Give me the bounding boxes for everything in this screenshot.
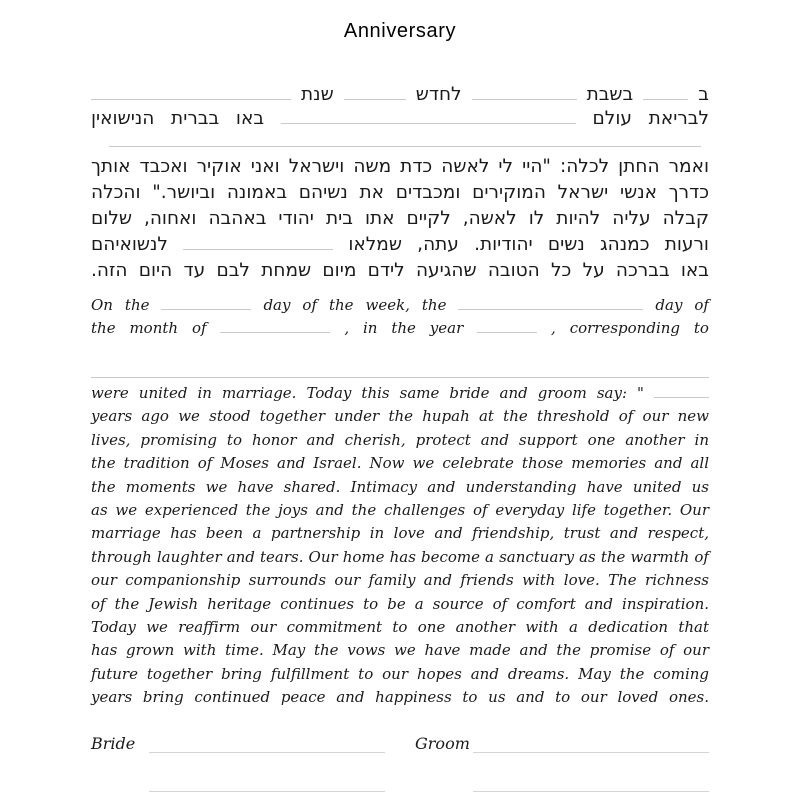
text-segment: , corresponding to <box>551 319 709 337</box>
text-line <box>91 258 709 284</box>
text-line <box>91 639 709 662</box>
blank-line-row <box>91 775 709 792</box>
fill-in-blank <box>183 234 333 250</box>
english-date-section <box>91 294 709 340</box>
text-line <box>91 593 709 616</box>
hebrew-names-blank-line <box>109 146 701 147</box>
text-line <box>91 522 709 545</box>
text-line <box>91 154 709 180</box>
fill-in-blank <box>643 84 688 100</box>
fill-in-blank <box>220 320 330 333</box>
groom-label: Groom <box>415 733 470 753</box>
text-line <box>91 294 709 317</box>
text-segment: the moments we have shared. Intimacy and understanding have united us <box>91 477 709 496</box>
groom-signature-block <box>415 734 709 753</box>
text-line <box>91 569 709 592</box>
text-segment: as we experienced the joys and the challenges of everyday life together. Our <box>91 501 709 520</box>
ketubah-page <box>91 0 709 792</box>
text-line <box>91 206 709 232</box>
bride-signature-block <box>91 734 385 753</box>
text-segment: years bring continued peace and happiness to us and to our loved ones. <box>91 688 709 707</box>
text-segment: לנשואיהם <box>91 234 168 255</box>
text-line <box>91 499 709 522</box>
text-segment: באו בברכה על כל הטובה שהגיעה לידם מיום שמחת לבם עד היום הזה. <box>91 260 709 281</box>
left-blank-block <box>91 775 385 792</box>
fill-in-blank <box>281 108 576 124</box>
text-segment: day of the week, the <box>263 296 447 314</box>
text-segment: On the <box>91 296 150 314</box>
text-segment: were united in marriage. Today this same bride and groom say: " <box>91 384 644 402</box>
text-line <box>91 232 709 258</box>
right-blank-line <box>473 775 709 792</box>
text-segment: , in the year <box>344 319 464 337</box>
fill-in-blank <box>458 297 643 310</box>
hebrew-paragraph <box>91 154 709 284</box>
text-segment: קבלה עליה להיות לו לאשה, לקיים אתו בית יהודי באהבה ואחוה, שלום <box>91 208 709 229</box>
hebrew-date-line-1 <box>91 83 709 107</box>
english-paragraph <box>91 382 709 710</box>
signature-row <box>91 734 709 753</box>
text-line <box>91 546 709 569</box>
text-segment: Today we reaffirm our commitment to one another with a dedication that <box>91 618 709 637</box>
hebrew-date-line-2 <box>91 107 709 131</box>
text-line <box>91 476 709 499</box>
fill-in-blank <box>344 84 406 100</box>
text-segment: לחדש <box>415 84 462 105</box>
text-segment: our companionship surrounds our family and friends with love. The richness <box>91 571 709 590</box>
fill-in-blank <box>161 297 251 310</box>
hebrew-date-section <box>91 83 709 131</box>
text-segment: ב <box>698 84 709 105</box>
text-segment: years ago we stood together under the hupah at the threshold of our new <box>91 407 709 426</box>
english-names-blank-line <box>91 377 709 378</box>
text-segment: לבריאת עולם <box>592 108 709 129</box>
text-line <box>91 452 709 475</box>
fill-in-blank <box>654 385 709 398</box>
text-segment: the month of <box>91 319 207 337</box>
text-line <box>91 180 709 206</box>
left-blank-line <box>149 775 385 792</box>
text-segment: through laughter and tears. Our home has become a sanctuary as the warmth of <box>91 547 709 566</box>
text-line <box>91 686 709 709</box>
text-line <box>91 429 709 452</box>
page-title: Anniversary <box>343 20 457 42</box>
text-segment: marriage has been a partnership in love and friendship, trust and respect, <box>91 524 709 543</box>
groom-signature-line <box>473 736 709 753</box>
text-segment: ואמר החתן לכלה: "היי לי לאשה כדת משה וישראל ואני אוקיר ואכבד אותך <box>91 156 709 177</box>
text-segment: lives, promising to honor and cherish, protect and support one another in <box>91 430 709 449</box>
bride-signature-line <box>149 736 385 753</box>
text-segment: ורעות כמנהג נשים יהודיות. עתה, שמלאו <box>348 234 709 255</box>
text-segment: the tradition of Moses and Israel. Now we celebrate those memories and all <box>91 454 709 473</box>
text-segment: שנת <box>301 84 334 105</box>
text-segment: באו בברית הנישואין <box>91 108 265 129</box>
bride-label: Bride <box>91 733 136 753</box>
text-segment: day of <box>655 296 709 314</box>
text-line <box>91 663 709 686</box>
text-segment: כדרך אנשי ישראל המוקירים ומכבדים את נשיהם באמונה וביושר." והכלה <box>91 182 709 203</box>
text-line <box>91 405 709 428</box>
fill-in-blank <box>91 84 291 100</box>
text-segment: בשבת <box>586 84 634 105</box>
fill-in-blank <box>472 84 577 100</box>
text-segment: future together bring fulfillment to our hopes and dreams. May the coming <box>91 664 709 683</box>
text-line <box>91 616 709 639</box>
text-line <box>91 317 709 340</box>
text-segment: has grown with time. May the vows we have made and the promise of our <box>91 641 709 660</box>
text-segment: of the Jewish heritage continues to be a source of comfort and inspiration. <box>91 594 709 613</box>
right-blank-block <box>415 775 709 792</box>
fill-in-blank <box>477 320 537 333</box>
text-line <box>91 382 709 405</box>
